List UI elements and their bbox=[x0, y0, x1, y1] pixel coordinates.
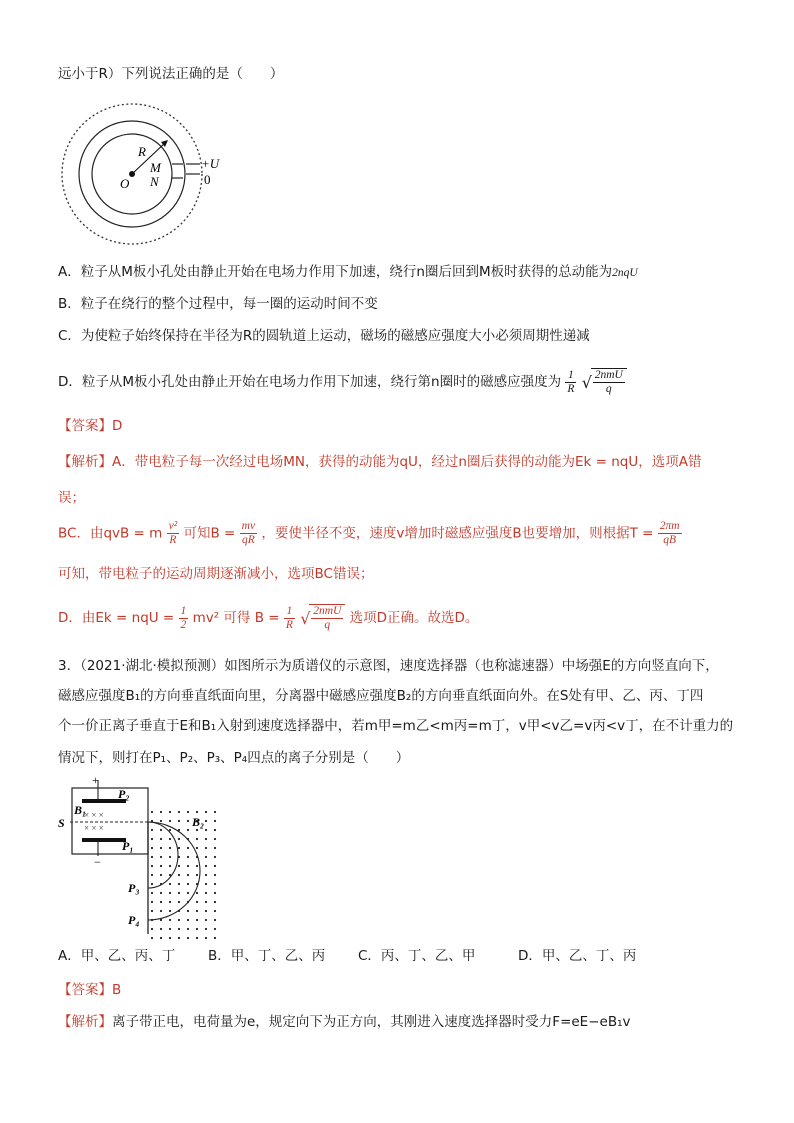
label-u: +U bbox=[201, 156, 220, 171]
field-dot bbox=[214, 838, 216, 840]
question-stem: 远小于R）下列说法正确的是（ ） bbox=[58, 66, 284, 82]
field-dot bbox=[151, 847, 153, 849]
field-dot bbox=[178, 874, 180, 876]
field-dot bbox=[214, 901, 216, 903]
field-dot bbox=[160, 874, 162, 876]
crosses: × × × bbox=[84, 810, 104, 820]
field-dot bbox=[178, 865, 180, 867]
field-dot bbox=[205, 883, 207, 885]
field-dot bbox=[178, 892, 180, 894]
field-dot bbox=[187, 937, 189, 939]
field-dot bbox=[205, 811, 207, 813]
field-dot bbox=[160, 856, 162, 858]
q3-option-c: C．丙、丁、乙、甲 bbox=[358, 948, 476, 964]
field-dot bbox=[214, 856, 216, 858]
q3-option-d: D．甲、乙、丁、丙 bbox=[518, 948, 637, 964]
field-dot bbox=[196, 829, 198, 831]
field-dot bbox=[160, 865, 162, 867]
q3-line-1: 3．（2021·湖北·模拟预测）如图所示为质谱仪的示意图，速度选择器（也称滤速器）中场强E的方向竖直向下， bbox=[58, 658, 719, 674]
analysis-part-bc: BC．由qvB = m $\frac{\text{v²}}{R}$ 可知B = $\frac{mv}{qR}$ ，要使半径不变，速度v增加时磁感应强度B也要增加，则根据T = $\frac{2\pi m}{qB}$ bbox=[58, 520, 680, 546]
field-dot bbox=[151, 838, 153, 840]
field-dot bbox=[196, 892, 198, 894]
sqrt-expression: √ $\frac{\text{2nmU}}{q}$ bbox=[591, 368, 627, 396]
analysis-part-a: 【解析】A．带电粒子每一次经过电场MN，获得的动能为qU，经过n圈后获得的动能为Ek = nqU，选项A错 bbox=[58, 454, 702, 470]
option-a: A．粒子从M板小孔处由静止开始在电场力作用下加速，绕行n圈后回到M板时获得的总动能为2nqU bbox=[58, 264, 638, 280]
field-dot bbox=[187, 919, 189, 921]
field-dot bbox=[169, 865, 171, 867]
field-dot bbox=[214, 937, 216, 939]
field-dot bbox=[151, 928, 153, 930]
field-dot bbox=[178, 847, 180, 849]
field-dot bbox=[169, 847, 171, 849]
field-dot bbox=[160, 811, 162, 813]
field-dot bbox=[196, 928, 198, 930]
field-dot bbox=[151, 874, 153, 876]
answer-q2: 【答案】D bbox=[58, 418, 123, 434]
option-c: C．为使粒子始终保持在半径为R的圆轨道上运动，磁场的磁感应强度大小必须周期性递减 bbox=[58, 328, 590, 344]
field-dot bbox=[151, 892, 153, 894]
field-dot bbox=[169, 901, 171, 903]
field-dot bbox=[187, 910, 189, 912]
field-dot bbox=[151, 910, 153, 912]
field-dot bbox=[187, 883, 189, 885]
field-dot bbox=[151, 829, 153, 831]
field-dot bbox=[187, 928, 189, 930]
crosses-row-2: × × × bbox=[84, 823, 104, 833]
fraction-1-over-r: $\frac{1}{R}$ bbox=[567, 368, 575, 395]
label-p1: P₁ bbox=[122, 839, 134, 853]
label-zero: 0 bbox=[204, 172, 211, 187]
field-dot bbox=[187, 874, 189, 876]
field-dot bbox=[196, 937, 198, 939]
field-dot bbox=[169, 883, 171, 885]
field-dot bbox=[178, 937, 180, 939]
field-dot bbox=[214, 829, 216, 831]
field-dot bbox=[214, 883, 216, 885]
q3-option-a: A．甲、乙、丙、丁 bbox=[58, 948, 176, 964]
field-dot bbox=[205, 820, 207, 822]
field-dot bbox=[178, 928, 180, 930]
field-dot bbox=[205, 928, 207, 930]
field-dot bbox=[178, 811, 180, 813]
field-dot bbox=[160, 928, 162, 930]
field-dot bbox=[160, 829, 162, 831]
field-dot bbox=[178, 820, 180, 822]
trajectory-inner bbox=[148, 822, 178, 888]
q3-option-b: B．甲、丁、乙、丙 bbox=[208, 948, 326, 964]
cyclotron-figure bbox=[58, 102, 238, 262]
field-dot bbox=[214, 865, 216, 867]
label-s: S bbox=[58, 816, 65, 830]
field-dot bbox=[187, 892, 189, 894]
field-dot bbox=[169, 928, 171, 930]
field-dot bbox=[169, 829, 171, 831]
q3-line-3: 个一价正离子垂直于E和B₁入射到速度选择器中，若m甲=m乙<m丙=m丁，v甲<v乙=v丙<v丁，在不计重力的 bbox=[58, 718, 734, 734]
option-d: D．粒子从M板小孔处由静止开始在电场力作用下加速，绕行第n圈时的磁感应强度为 $\frac{1}{R}$ √ $\frac{\text{2nmU}}{q}$ bbox=[58, 368, 627, 396]
field-dot bbox=[160, 901, 162, 903]
field-dot bbox=[169, 811, 171, 813]
field-dot bbox=[205, 829, 207, 831]
field-dot bbox=[187, 829, 189, 831]
selector-box bbox=[72, 788, 148, 854]
option-b: B．粒子在绕行的整个过程中，每一圈的运动时间不变 bbox=[58, 296, 378, 312]
field-dot bbox=[205, 838, 207, 840]
label-p4: P₄ bbox=[128, 913, 140, 927]
field-dot bbox=[205, 856, 207, 858]
field-dot bbox=[214, 847, 216, 849]
field-dot bbox=[205, 910, 207, 912]
q3-line-2: 磁感应强度B₁的方向垂直纸面向里，分离器中磁感应强度B₂的方向垂直纸面向外。在S处有甲、乙、丙、丁四 bbox=[58, 688, 704, 704]
field-dot bbox=[196, 874, 198, 876]
field-dot bbox=[178, 883, 180, 885]
field-dot bbox=[169, 820, 171, 822]
field-dot bbox=[160, 892, 162, 894]
field-dot bbox=[205, 847, 207, 849]
field-dot bbox=[151, 865, 153, 867]
field-dot bbox=[205, 901, 207, 903]
field-dot bbox=[160, 820, 162, 822]
analysis-q3: 【解析】离子带正电，电荷量为e，规定向下为正方向，其刚进入速度选择器时受力F=eE−eB₁v bbox=[58, 1014, 631, 1030]
answer-q3: 【答案】B bbox=[58, 982, 122, 998]
field-dot bbox=[160, 910, 162, 912]
field-dot bbox=[160, 937, 162, 939]
field-dot bbox=[196, 901, 198, 903]
analysis-part-d: D．由Ek = nqU = $\frac{1}{2}$ mv² 可得 B = $\frac{1}{R}$ √ $\frac{\text{2nmU}}{q}$ 选项D正确。故选D。 bbox=[58, 604, 478, 632]
field-dot bbox=[169, 856, 171, 858]
field-dot bbox=[160, 838, 162, 840]
label-minus: − bbox=[94, 855, 101, 869]
field-dot bbox=[196, 811, 198, 813]
label-p2: P₂ bbox=[118, 787, 130, 801]
q3-line-4: 情况下，则打在P₁、P₂、P₃、P₄四点的离子分别是（ ） bbox=[58, 750, 410, 766]
field-dot bbox=[178, 901, 180, 903]
field-dot bbox=[214, 820, 216, 822]
field-dot bbox=[205, 874, 207, 876]
field-dot bbox=[151, 883, 153, 885]
field-dot bbox=[151, 937, 153, 939]
field-dot bbox=[214, 811, 216, 813]
field-dot bbox=[187, 811, 189, 813]
field-dot bbox=[169, 892, 171, 894]
field-dot bbox=[151, 856, 153, 858]
field-dot bbox=[205, 865, 207, 867]
lower-plate bbox=[82, 838, 126, 842]
field-dot bbox=[196, 847, 198, 849]
label-r: R bbox=[138, 144, 146, 159]
field-dot bbox=[196, 865, 198, 867]
field-dot bbox=[187, 856, 189, 858]
analysis-part-bc-cont: 可知，带电粒子的运动周期逐渐减小，选项BC错误； bbox=[58, 566, 374, 582]
field-dot bbox=[196, 919, 198, 921]
field-dot bbox=[169, 910, 171, 912]
field-dot bbox=[178, 838, 180, 840]
field-dot bbox=[169, 838, 171, 840]
label-p3: P₃ bbox=[128, 881, 140, 895]
field-dot bbox=[214, 874, 216, 876]
analysis-part-a-cont: 误； bbox=[58, 490, 85, 506]
field-dot bbox=[205, 919, 207, 921]
field-dot bbox=[151, 901, 153, 903]
label-b2: B₂ bbox=[192, 815, 205, 829]
dot-field-b2 bbox=[151, 811, 216, 939]
field-dot bbox=[178, 919, 180, 921]
label-m: M bbox=[150, 160, 161, 175]
field-dot bbox=[169, 919, 171, 921]
field-dot bbox=[205, 892, 207, 894]
field-dot bbox=[160, 847, 162, 849]
field-dot bbox=[151, 811, 153, 813]
field-dot bbox=[169, 937, 171, 939]
field-dot bbox=[187, 865, 189, 867]
field-dot bbox=[205, 937, 207, 939]
mass-spectrometer-figure bbox=[56, 774, 226, 944]
field-dot bbox=[214, 892, 216, 894]
field-dot bbox=[196, 910, 198, 912]
field-dot bbox=[187, 820, 189, 822]
field-dot bbox=[214, 910, 216, 912]
field-dot bbox=[214, 928, 216, 930]
label-plus: + bbox=[92, 774, 99, 787]
field-dot bbox=[196, 838, 198, 840]
label-n: N bbox=[150, 174, 159, 189]
label-o: O bbox=[120, 176, 130, 191]
field-dot bbox=[214, 919, 216, 921]
label-b1: B₁ bbox=[74, 803, 87, 817]
field-dot bbox=[187, 847, 189, 849]
